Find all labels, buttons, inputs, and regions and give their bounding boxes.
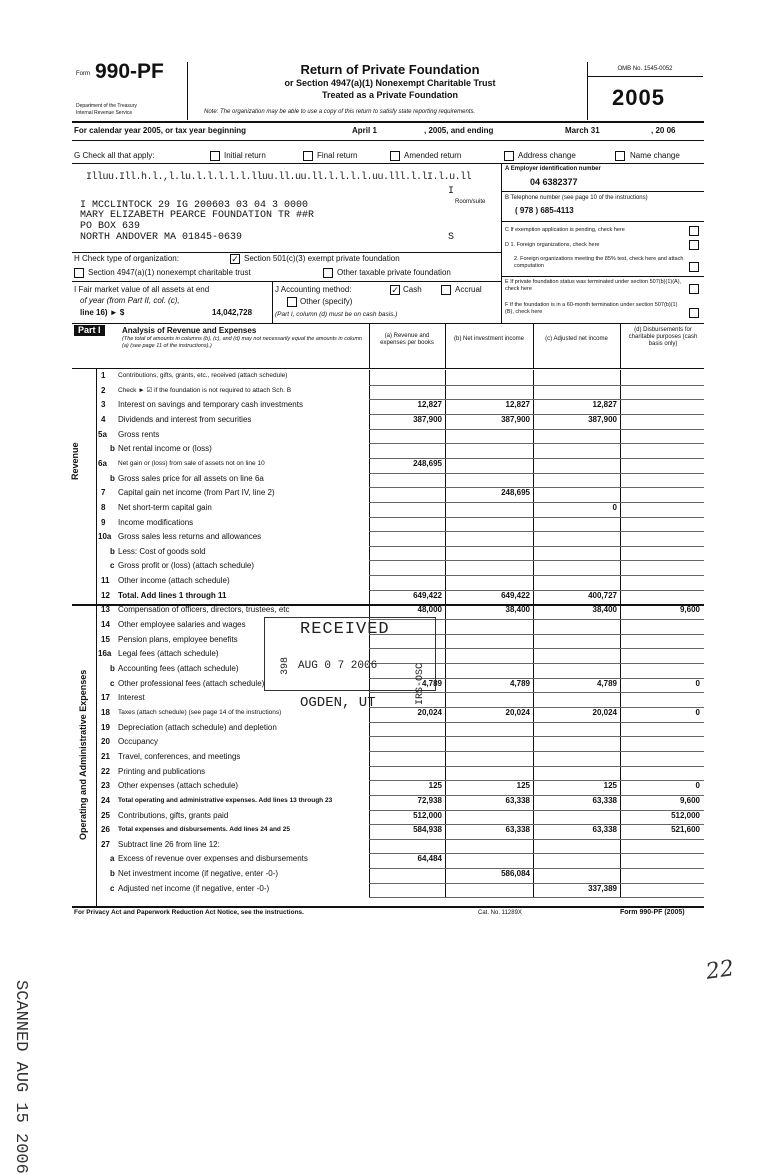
line-number: 1 [101, 371, 106, 380]
col-b-header: (b) Net investment income [453, 336, 525, 342]
line-label: Interest on savings and temporary cash investments [118, 400, 303, 410]
row-rule [369, 385, 704, 386]
line-label: Net short-term capital gain [118, 502, 212, 512]
amount-a[interactable]: 12,827 [417, 400, 442, 410]
org-city: NORTH ANDOVER MA 01845-0639 [80, 232, 243, 243]
terminated-status-label: E If private foundation status was terminated under section 507(b)(1)(A), check here [505, 279, 682, 292]
line-label: Dividends and interest from securities [118, 414, 252, 424]
line-number: 18 [101, 707, 110, 717]
amount-b[interactable]: 125 [516, 781, 530, 791]
org-mark-s: S [448, 232, 455, 243]
line-label: Occupancy [118, 737, 159, 747]
final-return-checkbox[interactable] [303, 151, 313, 161]
section-4947-checkbox[interactable] [74, 268, 84, 278]
foreign-org-checkbox[interactable] [689, 240, 699, 250]
amount-b[interactable]: 4,789 [509, 678, 530, 688]
row-rule [369, 443, 704, 444]
amount-b[interactable]: 20,024 [505, 707, 530, 717]
amount-a[interactable]: 649,422 [413, 590, 442, 600]
org-line-1: I MCCLINTOCK 29 IG 200603 03 04 3 0000 [80, 200, 309, 211]
line-number: c [110, 678, 115, 688]
dept-line-1: Department of the Treasury [76, 103, 137, 109]
footer-privacy-notice: For Privacy Act and Paperwork Reduction Act Notice, see the instructions. [74, 909, 304, 916]
line-label: Other professional fees (attach schedule) [118, 678, 265, 688]
amount-b[interactable]: 12,827 [505, 400, 530, 410]
amount-a[interactable]: 64,484 [417, 854, 442, 864]
check-g-label: G Check all that apply: [74, 151, 155, 160]
line-number: c [110, 883, 115, 893]
line-label: Excess of revenue over expenses and disbursements [118, 854, 308, 864]
line-label: Net investment income (if negative, enter -0-) [118, 869, 279, 879]
received-date: AUG 0 7 2006 [298, 660, 378, 672]
initial-return-checkbox[interactable] [210, 151, 220, 161]
line-number: 8 [101, 502, 106, 512]
amount-c[interactable]: 387,900 [588, 414, 617, 424]
form-subtitle-2: Treated as a Private Foundation [321, 90, 459, 100]
line-number: 27 [101, 839, 110, 849]
line-number: b [110, 664, 115, 673]
line-label: Contributions, gifts, grants, etc., received (attach schedule) [118, 372, 288, 379]
line-number: 6a [98, 458, 107, 468]
amount-c[interactable]: 400,727 [588, 590, 617, 600]
address-change-label: Address change [518, 151, 576, 160]
amount-b[interactable]: 586,084 [501, 869, 530, 879]
accrual-label: Accrual [455, 285, 482, 294]
row-rule [369, 473, 704, 474]
line-number: b [110, 473, 115, 483]
name-change-label: Name change [630, 151, 680, 160]
line-number: 24 [101, 795, 110, 805]
address-change-checkbox[interactable] [504, 151, 514, 161]
handwritten-page-number: 22 [704, 956, 736, 985]
amount-a[interactable]: 125 [428, 781, 442, 791]
line-label: Other expenses (attach schedule) [118, 781, 239, 791]
line-label: Depreciation (attach schedule) and depletion [118, 722, 277, 732]
amount-a[interactable]: 4,789 [421, 678, 442, 688]
form-label: Form [76, 71, 90, 77]
line-number: 4 [101, 414, 106, 424]
org-barcode: Illuu.Ill.h.l.,l.lu.l.l.l.l.l.lluu.ll.uu.ll.l.l.l.l.uu.lll.l.lI.l.u.ll [86, 172, 472, 183]
amount-a[interactable]: 387,900 [413, 414, 442, 424]
stamp-side-irs: IRS-OSC [415, 662, 426, 705]
line-number: a [110, 854, 115, 864]
line-label: Other employee salaries and wages [118, 620, 246, 630]
line-number: 2 [101, 385, 106, 395]
line-number: 10a [98, 532, 112, 542]
line-label: Taxes (attach schedule) (see page 14 of the instructions) [118, 708, 282, 716]
accounting-note: (Part I, column (d) must be on cash basis.) [275, 311, 398, 318]
amount-a[interactable]: 248,695 [413, 458, 442, 468]
revenue-side-label: Revenue [70, 442, 80, 480]
row-rule [369, 751, 704, 752]
line-number: b [110, 546, 115, 556]
section-divider [72, 604, 704, 606]
amount-a[interactable]: 72,938 [417, 795, 442, 805]
amount-d[interactable]: 512,000 [671, 810, 700, 820]
line-label: Accounting fees (attach schedule) [118, 664, 239, 673]
omb-number: OMB No. 1545-0052 [617, 66, 673, 72]
row-rule [369, 868, 704, 869]
accounting-method-label: J Accounting method: [275, 285, 352, 294]
amount-c[interactable]: 63,338 [592, 795, 617, 805]
phone-label: B Telephone number (see page 10 of the instructions) [505, 195, 648, 201]
amount-b[interactable]: 248,695 [501, 488, 530, 498]
other-method-checkbox[interactable] [287, 297, 297, 307]
line-label: Net gain or (loss) from sale of assets not on line 10 [118, 459, 265, 467]
phone-value: ( 978 ) 685-4113 [515, 206, 574, 215]
line-label: Legal fees (attach schedule) [118, 649, 219, 659]
line-label: Total. Add lines 1 through 11 [118, 590, 227, 600]
org-name: MARY ELIZABETH PEARCE FOUNDATION TR ##R [80, 210, 315, 221]
cash-checkbox[interactable]: ✓ [391, 285, 399, 295]
line-number: 21 [101, 751, 110, 761]
period-end[interactable]: March 31 [565, 126, 600, 135]
amount-b[interactable]: 38,400 [505, 605, 530, 615]
line-label: Pension plans, employee benefits [118, 634, 238, 644]
line-number: 16a [98, 649, 112, 659]
line-number: b [110, 444, 115, 454]
amount-d[interactable]: 9,600 [679, 605, 700, 615]
amount-c[interactable]: 63,338 [592, 825, 617, 835]
form-title: Return of Private Foundation [300, 62, 480, 77]
line-label: Income modifications [118, 517, 194, 527]
other-method-label: Other (specify) [300, 297, 353, 306]
line-label: Interest [118, 693, 145, 703]
line-number: 25 [101, 810, 110, 820]
footer-form: Form 990-PF (2005) [620, 909, 685, 916]
row-rule [369, 487, 704, 488]
line-number: 23 [101, 781, 110, 791]
form-note: Note: The organization may be able to use a copy of this return to satisfy state reporting requirements. [204, 109, 476, 115]
line-label: Gross sales less returns and allowances [118, 532, 262, 542]
part-1-badge: Part I [74, 325, 105, 336]
line-number: c [110, 561, 115, 571]
ein-value: 04 6382377 [530, 177, 578, 187]
row-rule [369, 502, 704, 503]
amount-c[interactable]: 0 [612, 502, 617, 512]
fmv-value: 14,042,728 [212, 308, 253, 317]
line-label: Total operating and administrative expenses. Add lines 13 through 23 [118, 796, 333, 804]
org-address: PO BOX 639 [80, 221, 141, 232]
ein-label: A Employer identification number [505, 166, 601, 172]
row-rule [369, 883, 704, 884]
part-1-title: Analysis of Revenue and Expenses [122, 326, 257, 335]
section-4947-label: Section 4947(a)(1) nonexempt charitable trust [88, 268, 251, 277]
line-number: 7 [101, 488, 106, 498]
line-label: Gross rents [118, 429, 160, 439]
row-rule [369, 736, 704, 737]
line-label: Check ► ☑ if the foundation is not required to attach Sch. B [118, 386, 292, 394]
line-number: 12 [101, 590, 110, 600]
terminated-status-checkbox[interactable] [689, 284, 699, 294]
col-c-header: (c) Adjusted net income [545, 336, 608, 342]
col-d-header: (d) Disbursements for charitable purposes (cash basis only) [628, 327, 698, 347]
line-label: Subtract line 26 from line 12: [118, 839, 220, 849]
line-number: 11 [101, 576, 110, 586]
line-label: Other income (attach schedule) [118, 576, 230, 586]
col-a-header: (a) Revenue and expenses per books [380, 333, 434, 346]
amount-c[interactable]: 20,024 [592, 707, 617, 717]
amount-c[interactable]: 125 [603, 781, 617, 791]
scanned-stamp: SCANNED AUG 15 2006 [11, 980, 30, 1174]
cash-label: Cash [403, 285, 422, 294]
initial-return-label: Initial return [224, 151, 266, 160]
line-label: Printing and publications [118, 766, 206, 776]
exemption-pending-checkbox[interactable] [689, 226, 699, 236]
fmv-label-3: line 16) ► $ [80, 308, 125, 317]
row-rule [369, 575, 704, 576]
period-label: For calendar year 2005, or tax year beginning [74, 126, 247, 135]
line-number: 22 [101, 766, 110, 776]
line-label: Total expenses and disbursements. Add lines 24 and 25 [118, 826, 290, 834]
tax-year: 2005 [612, 85, 665, 110]
row-rule [369, 766, 704, 767]
accrual-checkbox[interactable] [441, 285, 451, 295]
line-number: 26 [101, 825, 110, 835]
period-mid: , 2005, and ending [424, 126, 494, 135]
amount-b[interactable]: 387,900 [501, 414, 530, 424]
amended-return-checkbox[interactable] [390, 151, 400, 161]
amount-b[interactable]: 63,338 [505, 825, 530, 835]
row-rule [369, 429, 704, 430]
line-number: 20 [101, 737, 110, 747]
amount-d[interactable]: 0 [695, 707, 700, 717]
dept-line-2: Internal Revenue Service [76, 110, 133, 116]
final-return-label: Final return [317, 151, 358, 160]
received-city: OGDEN, UT [300, 695, 376, 711]
line-number: 19 [101, 722, 110, 732]
room-suite-label: Room/suite [455, 199, 486, 205]
sixty-month-label: F If the foundation is in a 60-month termination under section 507(b)(1)(B), check here [505, 302, 678, 315]
line-label: Less: Cost of goods sold [118, 546, 206, 556]
footer-catalog: Cat. No. 11289X [478, 910, 522, 916]
amount-b[interactable]: 649,422 [501, 590, 530, 600]
sixty-month-checkbox[interactable] [689, 308, 699, 318]
amount-c[interactable]: 12,827 [592, 400, 617, 410]
period-end-year[interactable]: , 20 06 [651, 126, 676, 135]
amount-d[interactable]: 0 [695, 678, 700, 688]
section-501c3-checkbox[interactable]: ✓ [231, 254, 239, 264]
amount-d[interactable]: 9,600 [679, 795, 700, 805]
line-label: Gross profit or (loss) (attach schedule) [118, 561, 255, 571]
part-1-description: (The total of amounts in columns (b), (c), and (d) may not necessarily equal the amounts in column (a) (see page 11 of the instructions).) [122, 336, 362, 349]
exemption-pending-label: C If exemption application is pending, check here [505, 227, 625, 233]
amount-d[interactable]: 521,600 [671, 825, 700, 835]
line-label: Travel, conferences, and meetings [118, 751, 241, 761]
row-rule [369, 531, 704, 532]
other-taxable-checkbox[interactable] [323, 268, 333, 278]
line-number: 3 [101, 400, 106, 410]
amount-c[interactable]: 4,789 [596, 678, 617, 688]
name-change-checkbox[interactable] [615, 151, 625, 161]
row-rule [369, 546, 704, 547]
row-rule [369, 839, 704, 840]
fmv-label-1: I Fair market value of all assets at end [74, 285, 210, 294]
received-text: RECEIVED [300, 620, 390, 639]
line-label: Capital gain net income (from Part IV, line 2) [118, 488, 275, 498]
amended-return-label: Amended return [404, 151, 462, 160]
period-begin[interactable]: April 1 [352, 126, 377, 135]
check-h-label: H Check type of organization: [74, 254, 179, 263]
amount-c[interactable]: 38,400 [592, 605, 617, 615]
other-taxable-label: Other taxable private foundation [337, 268, 451, 277]
line-number: 17 [101, 693, 110, 703]
line-label: Compensation of officers, directors, trustees, etc [118, 605, 290, 615]
line-number: 13 [101, 605, 110, 615]
amount-d[interactable]: 0 [695, 781, 700, 791]
amount-a[interactable]: 512,000 [413, 810, 442, 820]
row-rule [369, 560, 704, 561]
foreign-org-label: D 1. Foreign organizations, check here [505, 242, 600, 248]
expenses-side-label: Operating and Administrative Expenses [78, 669, 88, 840]
row-rule [369, 722, 704, 723]
line-label: Adjusted net income (if negative, enter -0-) [118, 883, 270, 893]
section-501c3-label: Section 501(c)(3) exempt private foundation [244, 254, 400, 263]
fmv-label-2: of year (from Part II, col. (c), [80, 296, 180, 305]
amount-a[interactable]: 584,938 [413, 825, 442, 835]
org-mark-i: I [448, 186, 455, 197]
line-number: 9 [101, 517, 106, 527]
line-number: 5a [98, 429, 107, 439]
line-label: Contributions, gifts, grants paid [118, 810, 229, 820]
line-number: b [110, 869, 115, 879]
amount-a[interactable]: 20,024 [417, 707, 442, 717]
foreign-85-label: 2. Foreign organizations meeting the 85% test, check here and attach computation [514, 256, 684, 269]
amount-b[interactable]: 63,338 [505, 795, 530, 805]
line-label: Net rental income or (loss) [118, 444, 212, 454]
line-number: 15 [101, 634, 110, 644]
row-rule [369, 517, 704, 518]
row-rule [369, 897, 704, 898]
line-label: Gross sales price for all assets on line 6a [118, 473, 264, 483]
form-number: 990-PF [95, 60, 164, 83]
foreign-85-checkbox[interactable] [689, 262, 699, 272]
line-number: 14 [101, 620, 110, 630]
form-subtitle-1: or Section 4947(a)(1) Nonexempt Charitable Trust [284, 78, 496, 88]
amount-a[interactable]: 48,000 [417, 605, 442, 615]
stamp-side-code: 398 [280, 656, 291, 675]
amount-c[interactable]: 337,389 [588, 883, 617, 893]
